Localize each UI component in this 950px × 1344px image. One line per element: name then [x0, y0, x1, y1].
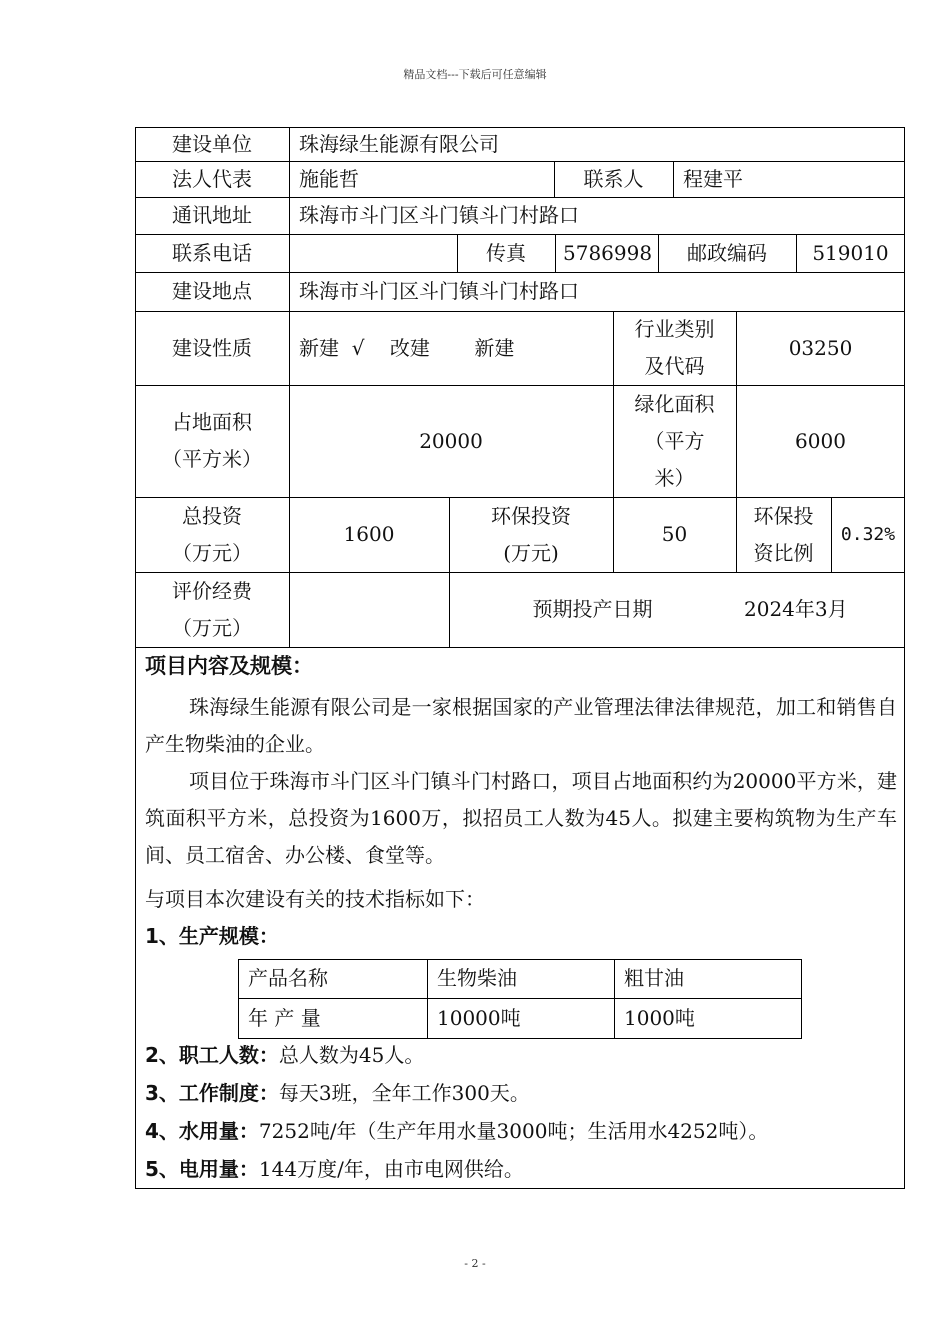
area-value: 20000 [419, 428, 483, 453]
legal-rep-value: 施能哲 [299, 166, 359, 191]
address-label: 通讯地址 [172, 203, 252, 227]
start-date-value: 2024年3月 [744, 597, 848, 621]
fax-value: 5786998 [563, 240, 653, 265]
fee-label-line: 评价经费 [172, 578, 252, 603]
area-label [135, 385, 289, 497]
intro-text: 与项目本次建设有关的技术指标如下： [145, 887, 485, 911]
item-1-title: 1、生产规模： [145, 924, 279, 948]
green-label-line: 绿化面积 [634, 391, 715, 416]
nature-value: 新建 √ 改建 新建 [299, 335, 515, 360]
env-ratio-label-line: 资比例 [753, 540, 814, 565]
nature-label: 建设性质 [172, 335, 252, 360]
scale-header-cell: 生物柴油 [437, 966, 517, 990]
industry-label [613, 311, 736, 385]
site-value: 珠海市斗门区斗门镇斗门村路口 [299, 279, 579, 303]
env-invest-label-line: 环保投资 [491, 503, 571, 528]
phone-label: 联系电话 [172, 240, 252, 265]
build-unit-value: 珠海绿生能源有限公司 [299, 131, 499, 156]
page-number: - 2 - [464, 1257, 486, 1270]
item-5-title: 5、电用量： [145, 1157, 259, 1181]
item-5-text: 144万度/年，由市电网供给。 [258, 1157, 524, 1181]
item-2-title: 2、职工人数： [145, 1043, 279, 1067]
header-note: 精品文档---下载后可任意编辑 [403, 68, 547, 81]
area-label-line: 占地面积 [172, 410, 252, 434]
start-date-label: 预期投产日期 [532, 597, 653, 621]
scale-header-cell: 产品名称 [248, 966, 328, 990]
fee-value [289, 572, 449, 647]
invest-label-line: （万元） [172, 540, 252, 565]
phone-value [289, 234, 457, 272]
site-label: 建设地点 [172, 279, 252, 303]
green-label-line: 米） [654, 465, 695, 490]
item-2 [145, 1037, 424, 1074]
legal-rep-label: 法人代表 [172, 166, 252, 191]
env-ratio-value: 0.32% [840, 524, 896, 545]
paragraph-2: 项目位于珠海市斗门区斗门镇斗门村路口，项目占地面积约为20000平方米，建筑面积平方米，总投资为1600万，拟招员工人数为45人。拟建主要构筑物为生产车间、员工宿舍、办公楼、食堂等。 [145, 769, 897, 867]
section-heading: 项目内容及规模： [145, 654, 313, 678]
fax-label: 传真 [486, 240, 526, 265]
paragraph-1: 珠海绿生能源有限公司是一家根据国家的产业管理法律法律规范，加工和销售自产生物柴油的企业。 [145, 695, 897, 756]
env-invest-label-line: (万元) [503, 540, 559, 565]
build-unit-label: 建设单位 [172, 131, 252, 156]
industry-value: 03250 [788, 335, 853, 360]
invest-label [135, 497, 289, 572]
scale-row-cell: 10000吨 [437, 1006, 521, 1030]
invest-label-line: 总投资 [182, 503, 242, 528]
item-4-text: 7252吨/年（生产年用水量3000吨；生活用水4252吨）。 [258, 1119, 769, 1143]
green-label-line: （平方 [644, 428, 705, 453]
scale-row-cell: 年 产 量 [248, 1006, 321, 1030]
env-invest-label [449, 497, 613, 572]
contact-label: 联系人 [583, 166, 644, 191]
fee-label-line: （万元） [172, 615, 252, 640]
item-3-text: 每天3班，全年工作300天。 [278, 1081, 530, 1105]
industry-label-line: 行业类别 [634, 317, 715, 341]
scale-row-cell: 1000吨 [624, 1006, 695, 1030]
item-4 [145, 1113, 768, 1150]
invest-value: 1600 [343, 522, 395, 546]
green-value: 6000 [795, 428, 846, 453]
contact-value: 程建平 [683, 166, 743, 191]
env-ratio-label-line: 环保投 [753, 503, 814, 528]
item-5 [145, 1151, 524, 1188]
item-3 [145, 1075, 530, 1112]
env-invest-value: 50 [661, 522, 688, 546]
env-ratio-label [736, 497, 831, 572]
item-3-title: 3、工作制度： [145, 1081, 279, 1105]
item-2-text: 总人数为45人。 [278, 1043, 425, 1067]
postcode-label: 邮政编码 [687, 240, 767, 265]
item-4-title: 4、水用量： [145, 1119, 259, 1143]
scale-header-cell: 粗甘油 [624, 966, 684, 990]
postcode-value: 519010 [812, 240, 889, 265]
address-value: 珠海市斗门区斗门镇斗门村路口 [299, 203, 579, 227]
industry-label-line: 及代码 [644, 354, 705, 378]
green-label [613, 385, 736, 497]
fee-label [135, 572, 289, 647]
area-label-line: （平方米） [162, 447, 262, 471]
